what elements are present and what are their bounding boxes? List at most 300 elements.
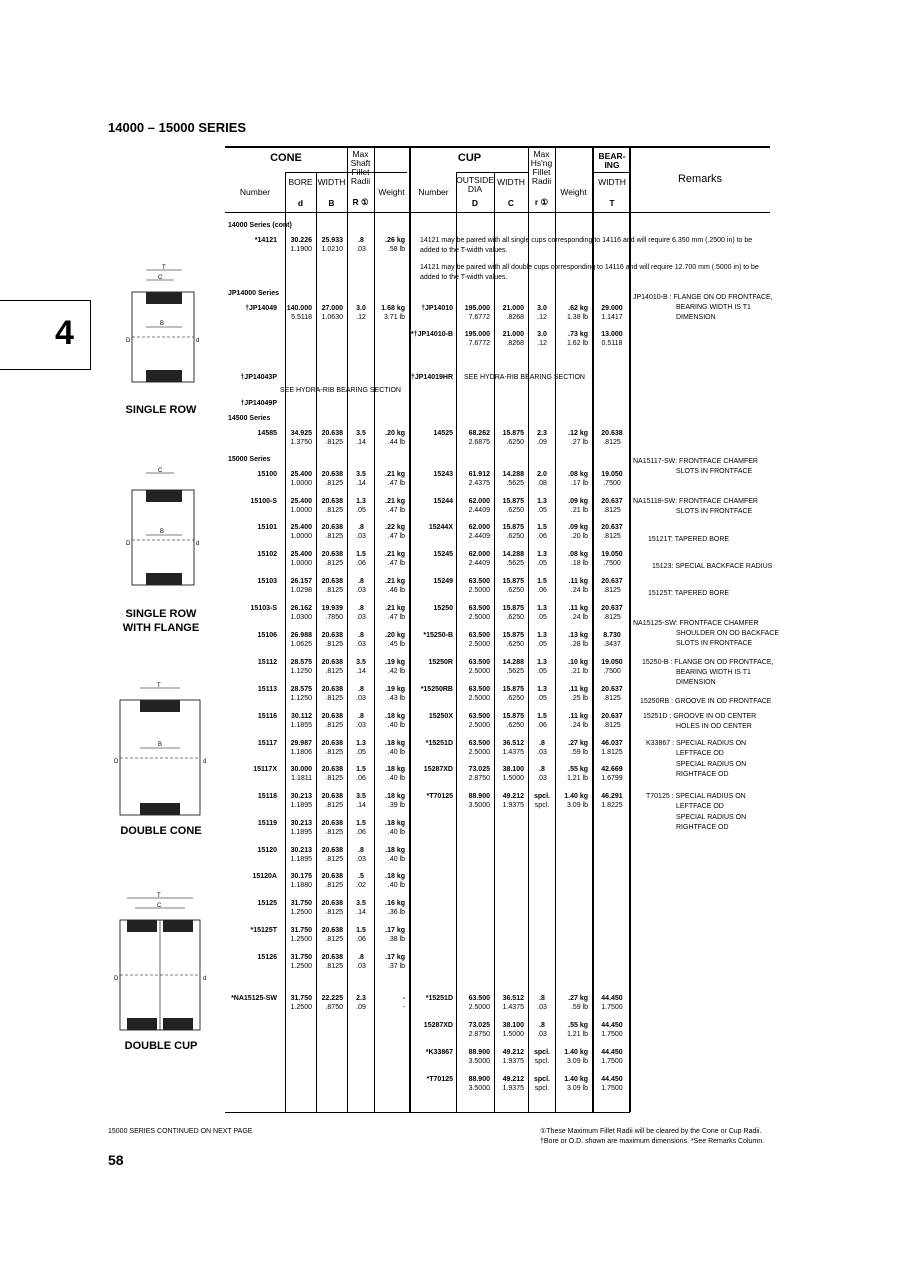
weight-kg: - — [402, 995, 405, 1002]
weight-lb: .58 lb — [387, 246, 405, 253]
hsng-radius-mm: 1.3 — [537, 659, 547, 666]
svg-text:T: T — [157, 683, 161, 689]
cone-width-header: WIDTH — [317, 177, 346, 187]
bearing-width-in: .8125 — [603, 695, 621, 702]
cup-number: *K33867 — [425, 1049, 453, 1056]
weight-kg: .20 kg — [385, 430, 405, 437]
hydra-note: SEE HYDRA-RIB BEARING SECTION — [280, 387, 401, 394]
cup-width-in: .6250 — [506, 695, 524, 702]
bearing-width-mm: 20.637 — [601, 686, 623, 693]
od-mm: 62.000 — [468, 524, 490, 531]
radius-mm: 1.5 — [356, 766, 366, 773]
od-mm: 88.900 — [468, 793, 490, 800]
col-line — [555, 148, 556, 1112]
radius-in: .09 — [356, 1004, 366, 1011]
cup-width-mm: 15.875 — [502, 632, 524, 639]
bore-mm: 31.750 — [290, 995, 312, 1002]
hsng-radius-symbol: r ① — [534, 197, 549, 207]
width-in: .8125 — [325, 668, 343, 675]
od-mm: 88.900 — [468, 1049, 490, 1056]
double-cone-label: DOUBLE CONE — [120, 825, 202, 837]
bore-in: 1.0298 — [290, 587, 312, 594]
chapter-number: 4 — [55, 314, 74, 352]
bore-mm: 25.400 — [290, 471, 312, 478]
cup-weight-lb: .24 lb — [570, 587, 588, 594]
cup-width-mm: 14.288 — [502, 551, 524, 558]
pairing-note: 14121 may be paired with all single cups corresponding to 14116 and will require 6.350 mm (.2500 in) to be added to the T-width values. — [420, 237, 753, 254]
svg-text:C: C — [158, 468, 163, 474]
hsng-radius-in: .06 — [537, 533, 547, 540]
od-mm: 88.900 — [468, 1076, 490, 1083]
width-in: .8125 — [325, 722, 343, 729]
od-in: 2.5000 — [468, 1004, 490, 1011]
width-mm: 20.638 — [321, 551, 343, 558]
hsng-radius-in: .12 — [537, 340, 547, 347]
cone-number: 14585 — [257, 430, 277, 437]
radius-in: .03 — [356, 963, 366, 970]
cup-number: 15244X — [428, 524, 453, 531]
remark-line: LEFTFACE OD — [676, 803, 724, 810]
cup-width-mm: 21.000 — [502, 331, 524, 338]
bearing-width-in: 1.7500 — [601, 1058, 623, 1065]
width-mm: 20.638 — [321, 900, 343, 907]
remark-line: SHOULDER ON OD BACKFACE — [676, 630, 780, 637]
radius-in: .06 — [356, 829, 366, 836]
weight-lb: .36 lb — [387, 909, 405, 916]
cup-width-mm: 49.212 — [502, 1076, 524, 1083]
weight-lb: .40 lb — [387, 856, 405, 863]
bearing-sub-rule — [594, 172, 630, 173]
weight-lb: .37 lb — [387, 963, 405, 970]
weight-lb: .43 lb — [387, 695, 405, 702]
cup-number: 15243 — [433, 471, 453, 478]
od-in: 2.5000 — [468, 668, 490, 675]
bore-in: 1.0000 — [290, 507, 312, 514]
hsng-radius-in: .05 — [537, 614, 547, 621]
od-mm: 62.000 — [468, 551, 490, 558]
hsng-radius-mm: spcl. — [534, 1076, 550, 1083]
cone-sub-rule — [285, 172, 407, 173]
svg-text:D: D — [126, 541, 131, 547]
cup-width-mm: 38.100 — [502, 766, 524, 773]
single-row-flange-diagram — [118, 465, 208, 600]
table-header-rule — [225, 212, 770, 213]
cone-number: 15117X — [253, 766, 277, 773]
cup-weight-kg: .11 kg — [568, 605, 588, 612]
cup-weight-lb: .27 lb — [570, 439, 588, 446]
cup-weight-kg: .11 kg — [568, 713, 588, 720]
radius-in: .14 — [356, 909, 366, 916]
cup-weight-kg: .11 kg — [568, 686, 588, 693]
bore-in: 1.1250 — [290, 668, 312, 675]
radius-mm: 2.3 — [356, 995, 366, 1002]
fillet-footnote: ①These Maximum Fillet Radii will be cleared by the Cone or Cup Radii. — [540, 1128, 762, 1135]
bearing-width-in: .8125 — [603, 507, 621, 514]
cup-width-mm: 15.875 — [502, 605, 524, 612]
radius-in: .03 — [356, 722, 366, 729]
width-mm: 19.939 — [321, 605, 343, 612]
radius-in: .03 — [356, 856, 366, 863]
svg-text:B: B — [160, 321, 165, 327]
width-mm: 20.638 — [321, 471, 343, 478]
cone-number: 15112 — [257, 659, 277, 666]
cup-weight-lb: 1.21 lb — [566, 1031, 588, 1038]
series-label: 15000 Series — [228, 456, 271, 463]
cone-number: 15116 — [257, 713, 277, 720]
hsng-radius-mm: 1.5 — [537, 524, 547, 531]
cup-weight-kg: .62 kg — [568, 305, 588, 312]
bearing-width-in: 1.8225 — [601, 802, 623, 809]
width-in: .8125 — [325, 587, 343, 594]
od-in: 3.5000 — [468, 802, 490, 809]
cup-width-in: 1.9375 — [502, 1058, 524, 1065]
bore-in: 1.0300 — [290, 614, 312, 621]
weight-kg: .26 kg — [385, 237, 405, 244]
weight-kg: .22 kg — [385, 524, 405, 531]
hsng-radius-mm: 1.3 — [537, 605, 547, 612]
remark-line: T70125 : SPECIAL RADIUS ON — [646, 793, 746, 800]
series-label: 14000 Series (cont) — [228, 222, 292, 229]
bearing-width-in: 1.8125 — [601, 749, 623, 756]
cup-number-header: Number — [418, 187, 449, 197]
bearing-width-header: WIDTH — [598, 177, 626, 187]
radius-in: .03 — [356, 533, 366, 540]
remark-line: 15125T: TAPERED BORE — [648, 590, 730, 597]
cup-width-in: 1.9375 — [502, 802, 524, 809]
weight-kg: .21 kg — [385, 605, 405, 612]
bore-in: 1.1250 — [290, 695, 312, 702]
cup-weight-kg: .09 kg — [568, 498, 588, 505]
page-title: 14000 – 15000 SERIES — [108, 120, 247, 135]
cup-width-mm: 14.288 — [502, 659, 524, 666]
cone-number-header: Number — [239, 187, 271, 197]
cup-weight-lb: .21 lb — [570, 668, 588, 675]
bore-mm: 31.750 — [290, 927, 312, 934]
od-mm: 63.500 — [468, 686, 490, 693]
remark-line: BEARING WIDTH IS T1 — [676, 304, 751, 311]
cup-weight-header: Weight — [560, 187, 587, 197]
weight-kg: .18 kg — [385, 740, 405, 747]
bearing-width-mm: 19.050 — [601, 551, 623, 558]
hsng-radius-in: .05 — [537, 695, 547, 702]
od-mm: 68.262 — [468, 430, 490, 437]
radius-in: .14 — [356, 480, 366, 487]
cup-header: CUP — [457, 152, 482, 164]
bore-in: 1.0000 — [290, 533, 312, 540]
width-mm: 20.638 — [321, 954, 343, 961]
bearing-width-in: .8125 — [603, 722, 621, 729]
weight-lb: .45 lb — [387, 641, 405, 648]
svg-text:d: d — [203, 759, 207, 765]
max-shaft-header: Max Shaft Fillet Radii — [350, 149, 371, 186]
radius-mm: 1.5 — [356, 820, 366, 827]
continued-note: 15000 SERIES CONTINUED ON NEXT PAGE — [108, 1128, 253, 1135]
weight-kg: .17 kg — [385, 927, 405, 934]
hsng-radius-mm: spcl. — [534, 1049, 550, 1056]
bearing-width-in: .8125 — [603, 614, 621, 621]
bore-in: 1.1855 — [290, 722, 312, 729]
od-in: 2.5000 — [468, 749, 490, 756]
od-in: 2.8750 — [468, 775, 490, 782]
cup-width-in: .6250 — [506, 507, 524, 514]
page-number: 58 — [108, 1152, 124, 1168]
bearing-width-mm: 29.000 — [601, 305, 623, 312]
width-in: .8125 — [325, 909, 343, 916]
col-line — [409, 148, 411, 1112]
weight-lb: .38 lb — [387, 936, 405, 943]
svg-text:d: d — [203, 976, 207, 982]
od-mm: 63.500 — [468, 995, 490, 1002]
single-row-diagram — [118, 262, 208, 397]
cone-number: *15125T — [250, 927, 277, 934]
bearing-width-mm: 20.637 — [601, 524, 623, 531]
cup-weight-kg: .12 kg — [568, 430, 588, 437]
od-mm: 195.000 — [464, 305, 490, 312]
cup-width-mm: 15.875 — [502, 524, 524, 531]
cup-weight-lb: 3.09 lb — [566, 1058, 588, 1065]
radius-mm: 3.5 — [356, 471, 366, 478]
radius-in: .05 — [356, 749, 366, 756]
width-in: .8125 — [325, 802, 343, 809]
width-in: .8125 — [325, 533, 343, 540]
od-in: 2.8750 — [468, 1031, 490, 1038]
cup-weight-kg: 1.40 kg — [564, 1076, 588, 1083]
cup-width-in: .6250 — [506, 614, 524, 621]
weight-kg: .16 kg — [385, 900, 405, 907]
bearing-width-symbol: T — [609, 198, 615, 208]
cup-weight-lb: .21 lb — [570, 507, 588, 514]
bore-mm: 25.400 — [290, 551, 312, 558]
cup-width-in: 1.4375 — [502, 749, 524, 756]
bearing-width-mm: 46.037 — [601, 740, 623, 747]
radius-mm: 3.5 — [356, 900, 366, 907]
bore-in: 1.0000 — [290, 480, 312, 487]
bearing-width-in: 1.7500 — [601, 1085, 623, 1092]
bore-mm: 31.750 — [290, 954, 312, 961]
remark-line: K33867 : SPECIAL RADIUS ON — [646, 740, 747, 747]
cup-width-in: .6250 — [506, 439, 524, 446]
remark-line: SLOTS IN FRONTFACE — [676, 468, 753, 475]
hsng-radius-in: .06 — [537, 587, 547, 594]
hsng-radius-mm: 1.5 — [537, 713, 547, 720]
radius-mm: .8 — [358, 847, 364, 854]
cone-number: 15101 — [257, 524, 277, 531]
cone-number: 15126 — [257, 954, 277, 961]
remark-line: 15251D : GROOVE IN OD CENTER — [643, 713, 757, 720]
width-in: .8750 — [325, 1004, 343, 1011]
remarks-header: Remarks — [677, 173, 722, 185]
cup-width-mm: 21.000 — [502, 305, 524, 312]
hsng-radius-in: .12 — [537, 314, 547, 321]
cone-number: 15119 — [257, 820, 277, 827]
weight-lb: .40 lb — [387, 829, 405, 836]
symbols-footnote: †Bore or O.D. shown are maximum dimensions. *See Remarks Column. — [540, 1138, 765, 1145]
cup-sub-rule — [456, 172, 528, 173]
radius-mm: .8 — [358, 686, 364, 693]
cup-width-symbol: C — [507, 198, 515, 208]
width-mm: 20.638 — [321, 524, 343, 531]
od-in: 3.5000 — [468, 1085, 490, 1092]
double-cup-label: DOUBLE CUP — [124, 1040, 198, 1052]
radius-mm: .8 — [358, 578, 364, 585]
cup-width-mm: 49.212 — [502, 793, 524, 800]
width-symbol: B — [328, 198, 335, 208]
weight-lb: .42 lb — [387, 668, 405, 675]
bore-in: 5.5118 — [291, 314, 312, 321]
cone-number: 15103 — [257, 578, 277, 585]
table-bottom-rule — [225, 1112, 630, 1113]
bore-mm: 29.987 — [290, 740, 312, 747]
width-mm: 27.000 — [321, 305, 343, 312]
bearing-width-in: .8125 — [603, 587, 621, 594]
cup-width-mm: 38.100 — [502, 1022, 524, 1029]
remark-line: SPECIAL RADIUS ON — [676, 814, 747, 821]
cup-weight-lb: .17 lb — [570, 480, 588, 487]
hsng-radius-in: .03 — [537, 775, 547, 782]
max-hsng-header: Max Hs'ng Fillet Radii — [530, 149, 553, 186]
cup-weight-lb: .25 lb — [570, 695, 588, 702]
radius-mm: 1.3 — [356, 498, 366, 505]
cup-width-in: .6250 — [506, 722, 524, 729]
width-in: .8125 — [325, 507, 343, 514]
weight-lb: .47 lb — [387, 507, 405, 514]
remark-line: SPECIAL RADIUS ON — [676, 761, 747, 768]
cone-header: CONE — [270, 152, 302, 164]
width-mm: 20.638 — [321, 632, 343, 639]
cup-width-in: .5625 — [506, 480, 524, 487]
bearing-width-mm: 20.637 — [601, 498, 623, 505]
cone-number: *NA15125-SW — [231, 995, 277, 1002]
radius-in: .05 — [356, 507, 366, 514]
width-mm: 20.638 — [321, 927, 343, 934]
bearing-width-mm: 44.450 — [601, 995, 623, 1002]
width-mm: 25.933 — [321, 237, 343, 244]
cone-number: 15120A — [252, 873, 277, 880]
cup-width-in: .5625 — [506, 560, 524, 567]
cup-weight-lb: .59 lb — [570, 1004, 588, 1011]
chapter-tab — [0, 300, 91, 370]
cup-number: †JP14019HR — [410, 374, 453, 381]
radius-in: .03 — [356, 587, 366, 594]
hsng-radius-in: spcl. — [534, 802, 550, 809]
cup-weight-kg: 1.40 kg — [564, 793, 588, 800]
width-mm: 20.638 — [321, 686, 343, 693]
hsng-radius-mm: .8 — [539, 995, 545, 1002]
weight-lb: .47 lb — [387, 533, 405, 540]
weight-lb: .40 lb — [387, 775, 405, 782]
cup-weight-kg: 1.40 kg — [564, 1049, 588, 1056]
od-in: 7.6772 — [468, 340, 490, 347]
remark-line: 15250RB : GROOVE IN OD FRONTFACE — [640, 698, 772, 705]
bore-mm: 31.750 — [290, 900, 312, 907]
hydra-note: SEE HYDRA-RIB BEARING SECTION — [464, 374, 585, 381]
cup-number: 15250R — [428, 659, 453, 666]
cup-width-in: .5625 — [506, 668, 524, 675]
cone-number: *14121 — [254, 237, 277, 244]
remark-line: LEFTFACE OD — [676, 750, 724, 757]
hsng-radius-in: .05 — [537, 507, 547, 514]
width-mm: 20.638 — [321, 873, 343, 880]
remark-line: NA15125-SW: FRONTFACE CHAMFER — [633, 620, 759, 627]
bearing-width-mm: 19.050 — [601, 471, 623, 478]
width-in: .8125 — [325, 641, 343, 648]
bore-mm: 30.226 — [290, 237, 312, 244]
cone-number: †JP14049 — [245, 305, 277, 312]
bore-in: 1.1806 — [290, 749, 312, 756]
cup-width-mm: 15.875 — [502, 498, 524, 505]
bearing-width-mm: 13.000 — [601, 331, 623, 338]
cup-width-mm: 36.512 — [502, 995, 524, 1002]
width-in: .8125 — [325, 749, 343, 756]
hsng-radius-in: spcl. — [534, 1058, 550, 1065]
radius-in: .14 — [356, 439, 366, 446]
hsng-radius-in: .08 — [537, 480, 547, 487]
bearing-width-mm: 44.450 — [601, 1022, 623, 1029]
col-line — [592, 148, 594, 1112]
svg-text:D: D — [126, 338, 131, 344]
cup-width-mm: 15.875 — [502, 578, 524, 585]
hsng-radius-mm: 1.3 — [537, 686, 547, 693]
hsng-radius-mm: .8 — [539, 766, 545, 773]
bore-mm: 30.112 — [290, 713, 312, 720]
remark-line: NA15117-SW: FRONTFACE CHAMFER — [633, 458, 758, 465]
radius-mm: 3.5 — [356, 659, 366, 666]
bearing-width-mm: 19.050 — [601, 659, 623, 666]
radius-in: .03 — [356, 246, 366, 253]
svg-text:T: T — [157, 893, 161, 899]
weight-lb: .39 lb — [387, 802, 405, 809]
hsng-radius-mm: 1.3 — [537, 498, 547, 505]
double-cup-diagram — [105, 890, 215, 1035]
radius-in: .14 — [356, 802, 366, 809]
shaft-radius-symbol: R ① — [352, 197, 369, 207]
cone-number: 15120 — [257, 847, 277, 854]
cup-weight-kg: .55 kg — [568, 766, 588, 773]
radius-mm: .8 — [358, 954, 364, 961]
hsng-radius-in: .05 — [537, 641, 547, 648]
svg-text:D: D — [114, 976, 119, 982]
svg-text:B: B — [158, 742, 163, 748]
double-cone-diagram — [105, 680, 215, 820]
radius-in: .06 — [356, 560, 366, 567]
remark-line: SLOTS IN FRONTFACE — [676, 640, 753, 647]
radius-mm: .8 — [358, 524, 364, 531]
bore-mm: 34.925 — [290, 430, 312, 437]
remark-line: JP14010-B : FLANGE ON OD FRONTFACE, — [633, 294, 773, 301]
radius-mm: .8 — [358, 632, 364, 639]
cup-weight-lb: .59 lb — [570, 749, 588, 756]
bearing-width-in: 1.6799 — [601, 775, 623, 782]
radius-in: .06 — [356, 936, 366, 943]
bearing-width-in: 1.7500 — [601, 1004, 623, 1011]
cup-weight-kg: .11 kg — [568, 578, 588, 585]
remark-line: 15250-B : FLANGE ON OD FRONTFACE, — [642, 659, 774, 666]
width-mm: 20.638 — [321, 498, 343, 505]
weight-lb: .47 lb — [387, 614, 405, 621]
cup-number: 15244 — [433, 498, 453, 505]
cup-weight-lb: 3.09 lb — [566, 1085, 588, 1092]
hsng-radius-mm: 3.0 — [537, 305, 547, 312]
radius-mm: .8 — [358, 713, 364, 720]
bore-mm: 26.162 — [290, 605, 312, 612]
bore-mm: 30.213 — [290, 820, 312, 827]
bore-mm: 26.157 — [290, 578, 312, 585]
radius-mm: 1.5 — [356, 551, 366, 558]
width-in: .8125 — [325, 775, 343, 782]
bearing-width-in: .8125 — [603, 533, 621, 540]
radius-in: .03 — [356, 641, 366, 648]
radius-in: .03 — [356, 695, 366, 702]
